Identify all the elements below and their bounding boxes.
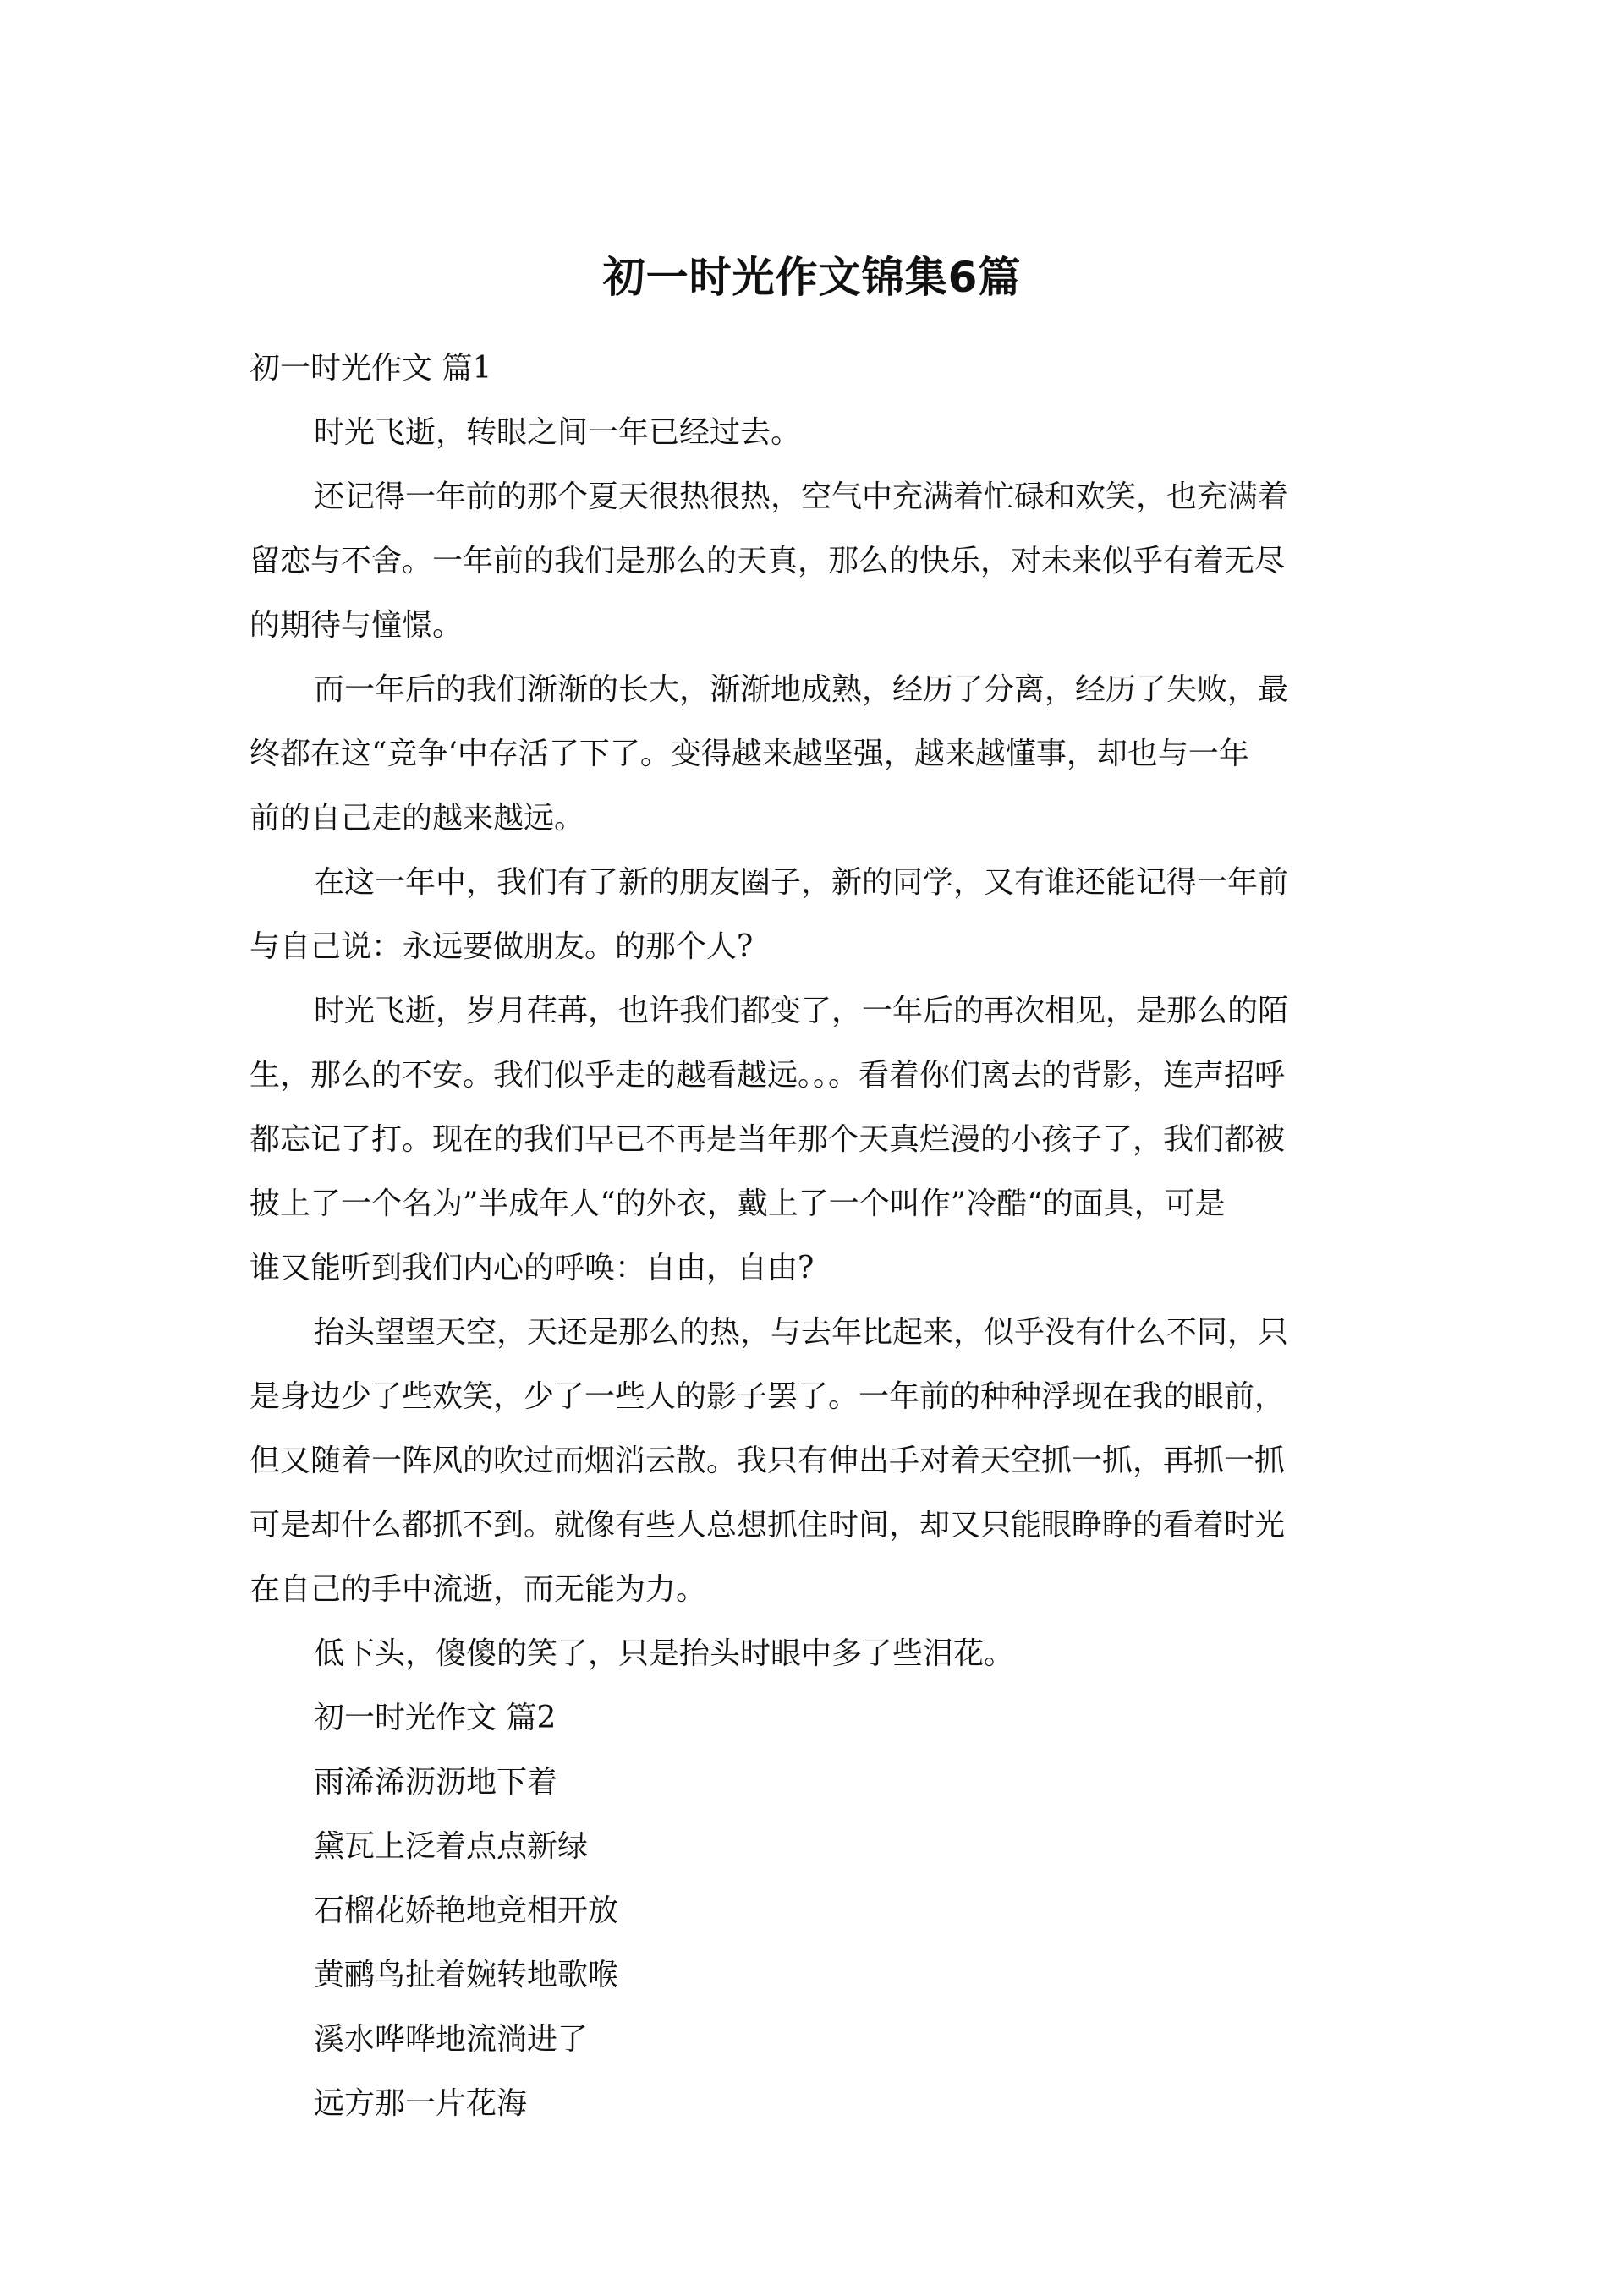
text-line: 初一时光作文 篇1: [250, 351, 492, 386]
text-line: 黛瓦上泛着点点新绿: [314, 1829, 589, 1864]
text-line: 低下头，傻傻的笑了，只是抬头时眼中多了些泪花。: [314, 1636, 1015, 1671]
text-line: 终都在这“竞争‘中存活了下了。变得越来越坚强，越来越懂事，却也与一年: [250, 737, 1249, 771]
text-line: 都忘记了打。现在的我们早已不再是当年那个天真烂漫的小孩子了，我们都被: [250, 1122, 1286, 1157]
text-line: 与自己说：永远要做朋友。的那个人?: [250, 929, 754, 964]
text-line: 时光飞逝，岁月荏苒，也许我们都变了，一年后的再次相见，是那么的陌: [314, 994, 1289, 1028]
text-line: 而一年后的我们渐渐的长大，渐渐地成熟，经历了分离，经历了失败，最: [314, 672, 1289, 707]
text-line: 黄鹂鸟扯着婉转地歌喉: [314, 1958, 619, 1992]
text-line: 是身边少了些欢笑，少了一些人的影子罢了。一年前的种种浮现在我的眼前，: [250, 1379, 1286, 1414]
text-line: 前的自己走的越来越远。: [250, 801, 585, 836]
text-line: 还记得一年前的那个夏天很热很热，空气中充满着忙碌和欢笑，也充满着: [314, 479, 1289, 514]
document-title: 初一时光作文锦集6篇: [602, 253, 1022, 302]
document-body: [250, 337, 1374, 2136]
text-line: 石榴花娇艳地竞相开放: [314, 1893, 619, 1928]
text-line: 抬头望望天空，天还是那么的热，与去年比起来，似乎没有什么不同，只: [314, 1315, 1289, 1350]
text-line: 但又随着一阵风的吹过而烟消云散。我只有伸出手对着天空抓一抓，再抓一抓: [250, 1444, 1286, 1478]
text-line: 谁又能听到我们内心的呼唤：自由，自由?: [250, 1251, 815, 1285]
text-line: 可是却什么都抓不到。就像有些人总想抓住时间，却又只能眼睁睁的看着时光: [250, 1508, 1286, 1543]
text-line: 雨浠浠沥沥地下着: [314, 1765, 558, 1800]
text-line: 在这一年中，我们有了新的朋友圈子，新的同学，又有谁还能记得一年前: [314, 865, 1289, 900]
text-line: 远方那一片花海: [314, 2086, 528, 2121]
text-line: 在自己的手中流逝，而无能为力。: [250, 1572, 707, 1607]
text-line: 溪水哗哗地流淌进了: [314, 2022, 589, 2057]
text-line: 生，那么的不安。我们似乎走的越看越远。。。看着你们离去的背影，连声招呼: [250, 1058, 1286, 1093]
text-line: 的期待与憧憬。: [250, 608, 464, 643]
text-line: 初一时光作文 篇2: [314, 1701, 557, 1735]
text-line: 留恋与不舍。一年前的我们是那么的天真，那么的快乐，对未来似乎有着无尽: [250, 544, 1286, 578]
text-line: 时光飞逝，转眼之间一年已经过去。: [314, 415, 802, 450]
text-line: 披上了一个名为”半成年人“的外衣，戴上了一个叫作”冷酷“的面具，可是: [250, 1186, 1226, 1221]
